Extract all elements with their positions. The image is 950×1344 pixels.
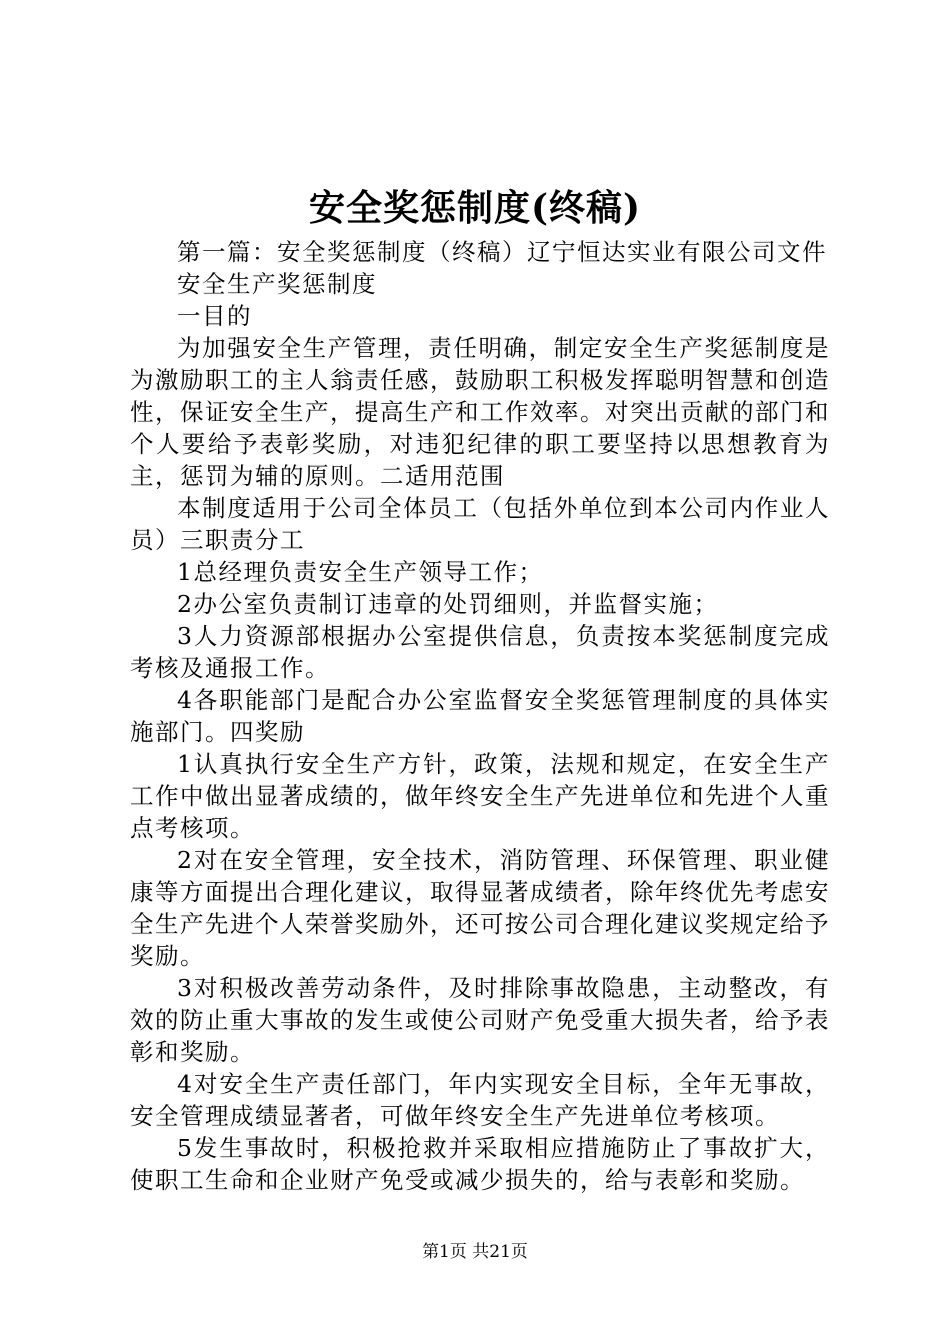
paragraph: 本制度适用于公司全体员工（包括外单位到本公司内作业人员）三职责分工 [130, 494, 830, 554]
paragraph: 3对积极改善劳动条件，及时排除事故隐患，主动整改，有效的防止重大事故的发生或使公司财产免受重大损失者，给予表彰和奖励。 [130, 974, 830, 1066]
paragraph: 1认真执行安全生产方针，政策，法规和规定，在安全生产工作中做出显著成绩的，做年终安全生产先进单位和先进个人重点考核项。 [130, 750, 830, 842]
paragraph: 一目的 [177, 302, 252, 330]
paragraph: 4对安全生产责任部门，年内实现安全目标，全年无事故，安全管理成绩显著者，可做年终安全生产先进单位考核项。 [130, 1070, 830, 1130]
paragraph: 4各职能部门是配合办公室监督安全奖惩管理制度的具体实施部门。四奖励 [130, 686, 830, 746]
document-title: 安全奖惩制度(终稿) [308, 187, 642, 229]
paragraph: 3人力资源部根据办公室提供信息，负责按本奖惩制度完成考核及通报工作。 [130, 622, 830, 682]
paragraph: 5发生事故时，积极抢救并采取相应措施防止了事故扩大，使职工生命和企业财产免受或减少损失的，给与表彰和奖励。 [130, 1134, 830, 1194]
paragraph: 2对在安全管理，安全技术，消防管理、环保管理、职业健康等方面提出合理化建议，取得显著成绩者，除年终优先考虑安全生产先进个人荣誉奖励外，还可按公司合理化建议奖规定给予奖励。 [130, 846, 830, 970]
paragraph: 安全生产奖惩制度 [177, 270, 377, 298]
paragraph: 为加强安全生产管理，责任明确，制定安全生产奖惩制度是为激励职工的主人翁责任感，鼓励职工积极发挥聪明智慧和创造性，保证安全生产，提高生产和工作效率。对突出贡献的部门和个人要给予表彰奖励，对违犯纪律的职工要坚持以思想教育为主，惩罚为辅的原则。二适用范围 [130, 334, 830, 490]
paragraph: 第一篇：安全奖惩制度（终稿）辽宁恒达实业有限公司文件 [177, 238, 827, 266]
page-number: 第1页 共21页 [422, 1242, 528, 1262]
paragraph: 2办公室负责制订违章的处罚细则，并监督实施； [177, 590, 719, 618]
document-body [130, 236, 830, 1196]
paragraph: 1总经理负责安全生产领导工作； [177, 558, 544, 586]
